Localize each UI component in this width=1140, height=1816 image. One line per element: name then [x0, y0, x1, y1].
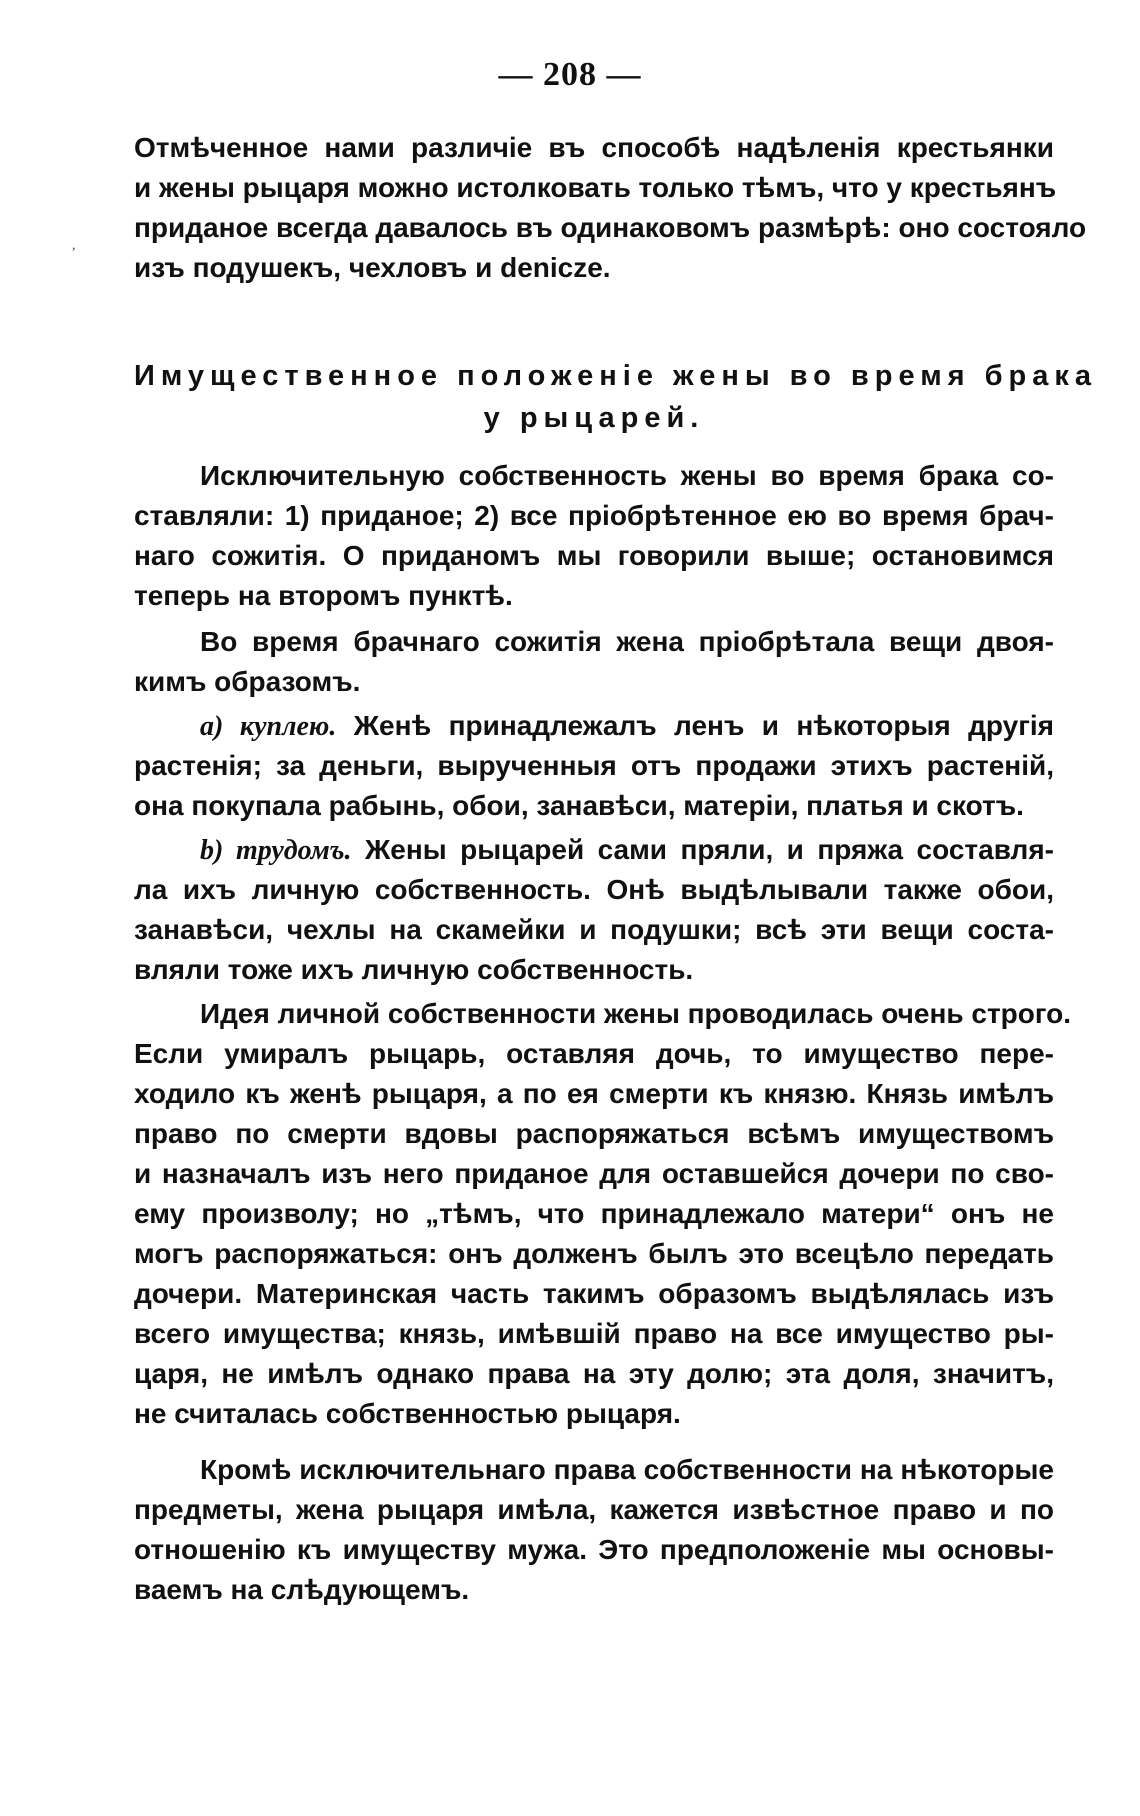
heading-line: у рыцарей. [483, 402, 705, 434]
text-line [134, 706, 1054, 746]
paragraph-acquisition [134, 622, 1054, 702]
item-label-b: b) трудомъ. [200, 835, 352, 866]
text-line: ходило къ женѣ рыцаря, а по ея смерти къ князю. Князь имѣлъ [134, 1078, 1054, 1109]
text-line: вляли тоже ихъ личную собственность. [134, 954, 694, 985]
text-line: могъ распоряжаться: онъ долженъ былъ это всецѣло передать [134, 1238, 1054, 1269]
paragraph-labor [134, 830, 1054, 990]
text-line: ему произволу; но „тѣмъ, что принадлежало матери“ онъ не [134, 1198, 1054, 1229]
text-line: наго сожитія. О приданомъ мы говорили выше; остановимся [134, 540, 1054, 571]
page-number: — 208 — [498, 56, 642, 93]
text-line: кимъ образомъ. [134, 666, 361, 697]
text-line: занавѣси, чехлы на скамейки и подушки; всѣ эти вещи соста- [134, 914, 1054, 945]
text-line: Кромѣ исключительнаго права собственности на нѣкоторые [200, 1454, 1054, 1485]
paragraph-husband-property [134, 1450, 1054, 1610]
text-fragment: Женѣ принадлежалъ ленъ и нѣкоторыя другія [353, 710, 1054, 741]
text-line [134, 830, 1054, 870]
paragraph-exclusive-property [134, 456, 1054, 616]
text-line: растенія; за деньги, вырученныя отъ продажи этихъ растеній, [134, 750, 1054, 781]
text-line: и жены рыцаря можно истолковать только тѣмъ, что у крестьянъ [134, 172, 1057, 203]
heading-line: Имущественное положеніе жены во время брака [134, 360, 1098, 392]
text-line: изъ подушекъ, чехловъ и deniсze. [134, 252, 611, 283]
text-line: ла ихъ личную собственность. Онѣ выдѣлывали также обои, [134, 874, 1054, 905]
stray-mark: , [72, 238, 76, 253]
text-line: всего имущества; князь, имѣвшій право на все имущество ры- [134, 1318, 1054, 1349]
paragraph-purchase [134, 706, 1054, 826]
paragraph-dowry-difference [134, 128, 1087, 288]
text-line: отношенію къ имуществу мужа. Это предположеніе мы основы- [134, 1534, 1054, 1565]
text-line: ваемъ на слѣдующемъ. [134, 1574, 470, 1605]
text-line: Идея личной собственности жены проводилась очень строго. [200, 998, 1072, 1029]
text-line: право по смерти вдовы распоряжаться всѣмъ имуществомъ [134, 1118, 1054, 1149]
section-heading [134, 355, 1098, 439]
text-line: дочери. Материнская часть такимъ образомъ выдѣлялась изъ [134, 1278, 1054, 1309]
text-line: Если умиралъ рыцарь, оставляя дочь, то имущество пере- [134, 1038, 1054, 1069]
text-line: Отмѣченное нами различіе въ способѣ надѣленія крестьянки [134, 132, 1054, 163]
text-line: ставляли: 1) приданое; 2) все пріобрѣтенное ею во время брач- [134, 500, 1054, 531]
text-line: не считалась собственностью рыцаря. [134, 1398, 681, 1429]
text-line: царя, не имѣлъ однако права на эту долю; эта доля, значитъ, [134, 1358, 1054, 1389]
text-line: Исключительную собственность жены во время брака со- [200, 460, 1054, 491]
text-line: предметы, жена рыцаря имѣла, кажется извѣстное право и по [134, 1494, 1054, 1525]
text-line: приданое всегда давалось въ одинаковомъ размѣрѣ: оно состояло [134, 212, 1087, 243]
item-label-a: a) куплею. [200, 711, 337, 742]
text-line: она покупала рабынь, обои, занавѣси, матеріи, платья и скотъ. [134, 790, 1024, 821]
text-fragment: Жены рыцарей сами пряли, и пряжа составля- [364, 834, 1054, 865]
text-line: и назначалъ изъ него приданое для оставшейся дочери по сво- [134, 1158, 1054, 1189]
text-line: теперь на второмъ пунктѣ. [134, 580, 513, 611]
paragraph-personal-property [134, 994, 1072, 1434]
text-line: Во время брачнаго сожитія жена пріобрѣтала вещи двоя- [200, 626, 1054, 657]
